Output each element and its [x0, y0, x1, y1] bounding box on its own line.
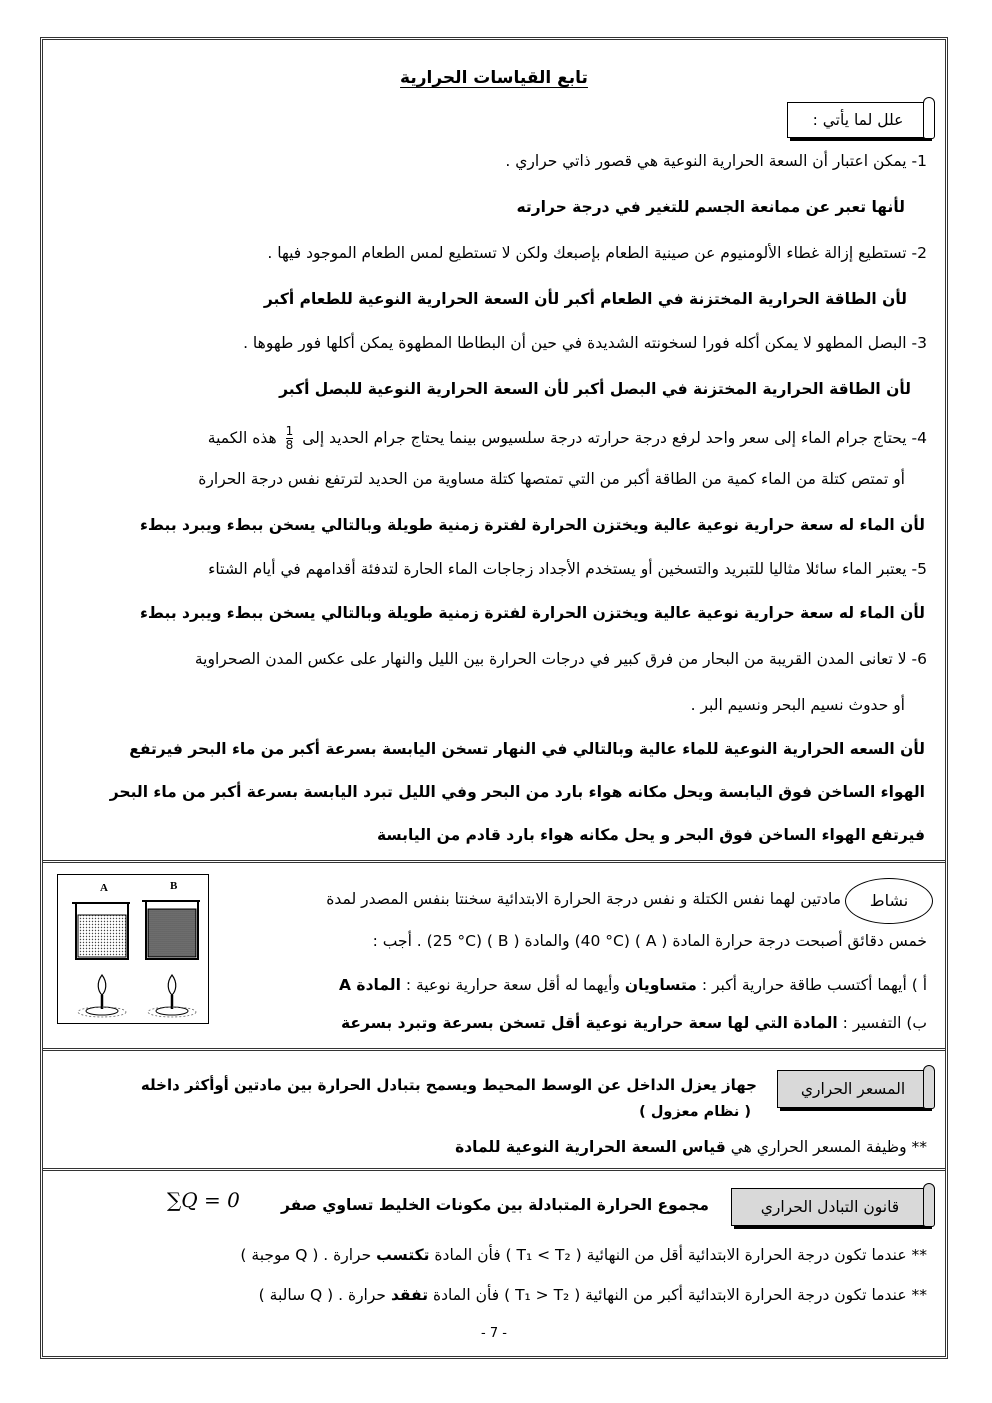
divider-2: [43, 1048, 945, 1051]
page-title: تابع القياسات الحرارية: [400, 68, 588, 88]
question-6: 6- لا تعانى المدن القريبة من البحار من فرق كبير في درجات الحرارة بين الليل والنهار على عكس المدن الصحراوية: [194, 650, 927, 668]
activity-line2: خمس دقائق أصبحت درجة حرارة المادة ( A ) (40 °C) والمادة ( B ) (25 °C) . أجب :: [372, 932, 927, 950]
answer-4: لأن الماء له سعة حرارية نوعية عالية ويختزن الحرارة لفترة زمنية طويلة وبالتالي يسخن ببطء ويبرد ببطء: [139, 516, 925, 534]
question-4: 4- يحتاج جرام الماء إلى سعر واحد لرفع درجة حرارته درجة سلسيوس بينما يحتاج جرام الحديد إلى $\frac{1}{8}$ هذه الكمية: [207, 424, 927, 452]
law-rule-1: ** عندما تكون درجة الحرارة الابتدائية أقل من النهائية ( T₁ < T₂ ) فأن المادة تكتسب حرارة . ( Q موجبة ): [240, 1246, 927, 1264]
activity-line4: ب) التفسير : المادة التي لها سعة حرارية نوعية أقل تسخن بسرعة وتبرد بسرعة: [340, 1014, 927, 1032]
answer-6-line3: فيرتفع الهواء الساخن فوق البحر و يحل مكانه هواء بارد قادم من اليابسة: [376, 826, 925, 844]
question-5: 5- يعتبر الماء سائلا مثاليا للتبريد والتسخين أو يستخدم الأجداد زجاجات الماء الحارة لتدفئة أقدامهم في أيام الشتاء: [208, 560, 927, 578]
activity-bubble: نشاط: [845, 878, 933, 924]
law-statement: مجموع الحرارة المتبادلة بين مكونات الخليط تساوي صفر: [281, 1196, 709, 1214]
beakers-figure: [57, 874, 209, 1024]
label-a: A: [100, 882, 108, 894]
question-6-line2: أو حدوث نسيم البحر ونسيم البر .: [690, 696, 905, 714]
answer-6-line1: لأن السعه الحرارية النوعية للماء عالية وبالتالي في النهار تسخن اليابسة بسرعة أكبر من ماء البحر فيرتفع: [129, 740, 925, 758]
calorimeter-function: ** وظيفة المسعر الحراري هي قياس السعة الحرارية النوعية للمادة: [455, 1138, 927, 1156]
activity-line1: مادتين لهما نفس الكتلة و نفس درجة الحرارة الابتدائية سخنتا بنفس المصدر لمدة: [326, 890, 841, 908]
activity-line3: أ ) أيهما أكتسب طاقة حرارية أكبر : متساويان وأيهما له أقل سعة حرارية نوعية : المادة A: [339, 976, 927, 994]
question-1: 1- يمكن اعتبار أن السعة الحرارية النوعية هي قصور ذاتي حراري .: [505, 152, 927, 170]
question-2: 2- تستطيع إزالة غطاء الألومنيوم عن صينية الطعام بإصبعك ولكن لا تستطيع لمس الطعام الموجود فيها .: [267, 244, 927, 262]
fraction: $\frac{1}{8}$: [285, 424, 294, 452]
answer-6-line2: الهواء الساخن فوق اليابسة ويحل مكانه هواء بارد من البحر وفي الليل تبرد اليابسة بسرعة أكبر من ماء البحر: [109, 783, 925, 801]
question-3: 3- البصل المطهو لا يمكن أكله فورا لسخونته الشديدة في حين أن البطاطا المطهوة يمكن أكلها فور طهوها .: [243, 334, 927, 352]
law-rule-2: ** عندما تكون درجة الحرارة الابتدائية أكبر من النهائية ( T₁ > T₂ ) فأن المادة تفقد حرارة . ( Q سالبة ): [258, 1286, 927, 1304]
explain-box: علل لما يأتي :: [787, 102, 929, 138]
answer-1: لأنها تعبر عن ممانعة الجسم للتغير في درجة حرارته: [516, 198, 905, 216]
calorimeter-label: المسعر الحراري: [777, 1070, 929, 1108]
law-label: قانون التبادل الحراري: [731, 1188, 929, 1226]
divider-3: [43, 1168, 945, 1171]
answer-5: لأن الماء له سعة حرارية نوعية عالية ويختزن الحرارة لفترة زمنية طويلة وبالتالي يسخن ببطء ويبرد ببطء: [139, 604, 925, 622]
calorimeter-def: جهاز يعزل الداخل عن الوسط المحيط ويسمح بتبادل الحرارة بين مادتين أوأكثر داخله: [140, 1076, 757, 1094]
divider-1: [43, 860, 945, 863]
label-b: B: [170, 880, 178, 892]
page-number: - 7 -: [481, 1326, 507, 1341]
answer-2: لأن الطاقة الحرارية المختزنة في الطعام أكبر لأن السعة الحرارية النوعية للطعام أكبر: [263, 290, 907, 308]
calorimeter-def2: ( نظام معزول ): [639, 1104, 751, 1120]
page-frame: [40, 37, 948, 1359]
question-4-line2: أو تمتص كتلة من الماء كمية من الطاقة أكبر من التي تمتصها كتلة مساوية من الحديد لترتفع نفس درجة الحرارة: [198, 470, 905, 488]
law-formula: ∑Q = 0: [167, 1188, 240, 1212]
answer-3: لأن الطاقة الحرارية المختزنة في البصل أكبر لأن السعة الحرارية النوعية للبصل أكبر: [279, 380, 911, 398]
beakers-illustration: [58, 875, 208, 1023]
